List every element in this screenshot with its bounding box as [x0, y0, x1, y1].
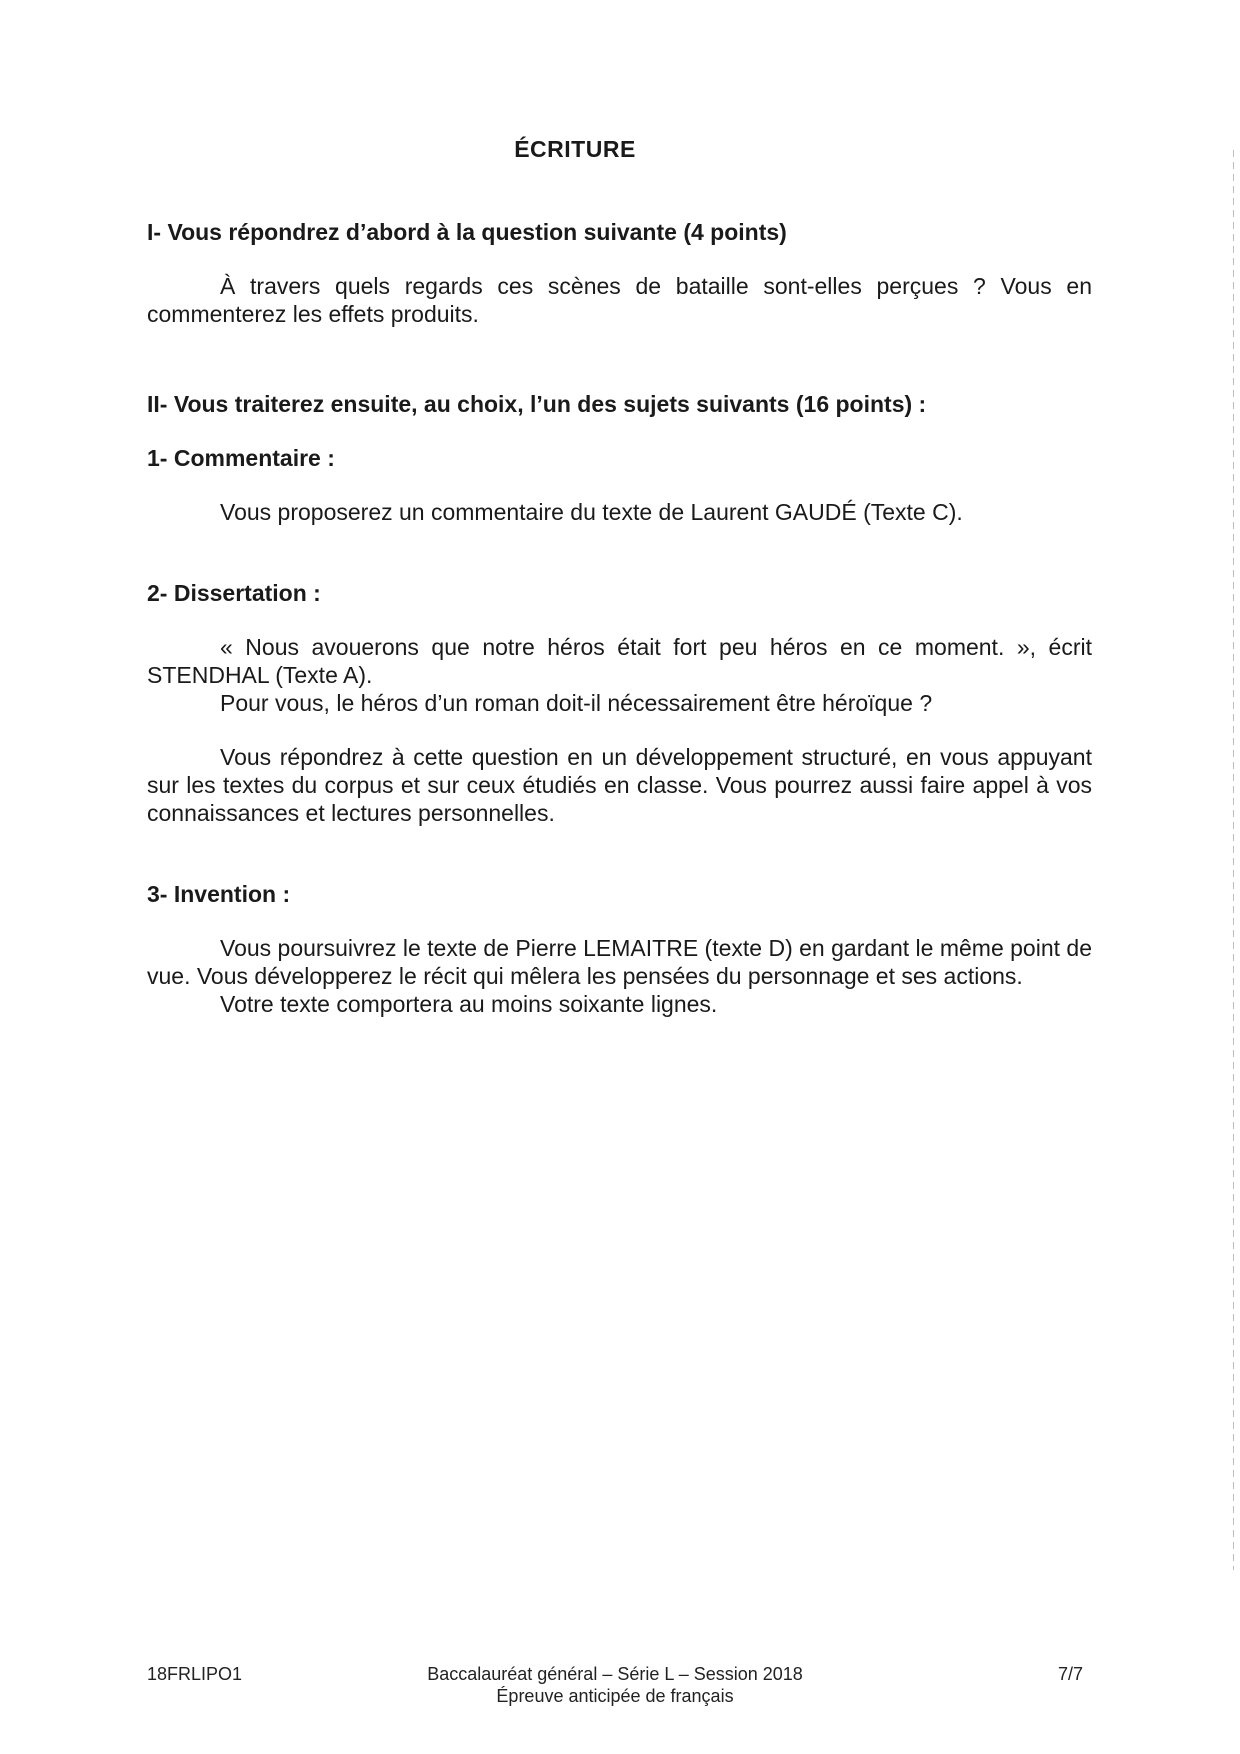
- part2-heading: II- Vous traiterez ensuite, au choix, l’un des sujets suivants (16 points) :: [147, 391, 927, 417]
- invention-length: Votre texte comportera au moins soixante lignes.: [220, 991, 718, 1017]
- commentaire-text: Vous proposerez un commentaire du texte de Laurent GAUDÉ (Texte C).: [220, 499, 963, 525]
- page-title: ÉCRITURE: [514, 136, 636, 162]
- commentaire-heading: 1- Commentaire :: [147, 445, 335, 471]
- footer-exam-name: Baccalauréat général – Série L – Session 2018: [427, 1664, 803, 1684]
- invention-heading: 3- Invention :: [147, 881, 291, 907]
- dissertation-heading: 2- Dissertation :: [147, 580, 321, 606]
- dissertation-question: Pour vous, le héros d’un roman doit-il nécessairement être héroïque ?: [220, 690, 933, 716]
- footer-exam-subject: Épreuve anticipée de français: [496, 1686, 734, 1706]
- invention-text: Vous poursuivrez le texte de Pierre LEMAITRE (texte D) en gardant le même point de vue. Vous développerez le récit qui mêlera les pensées du personnage et ses actions.: [147, 935, 1092, 989]
- scan-edge-line: [1233, 150, 1234, 1570]
- exam-content: [147, 218, 1092, 1018]
- footer-exam-code: 18FRLIPO1: [147, 1664, 243, 1684]
- part1-question: À travers quels regards ces scènes de bataille sont-elles perçues ? Vous en commenterez les effets produits.: [147, 273, 1092, 327]
- footer-page-number: 7/7: [1058, 1664, 1084, 1684]
- dissertation-quote: « Nous avouerons que notre héros était fort peu héros en ce moment. », écrit STENDHAL (Texte A).: [147, 634, 1092, 688]
- dissertation-instructions: Vous répondrez à cette question en un développement structuré, en vous appuyant sur les textes du corpus et sur ceux étudiés en classe. Vous pourrez aussi faire appel à vos connaissances et lectures personnelles.: [147, 744, 1092, 826]
- footer-exam-info: [365, 1663, 865, 1707]
- part1-heading: I- Vous répondrez d’abord à la question suivante (4 points): [147, 219, 787, 245]
